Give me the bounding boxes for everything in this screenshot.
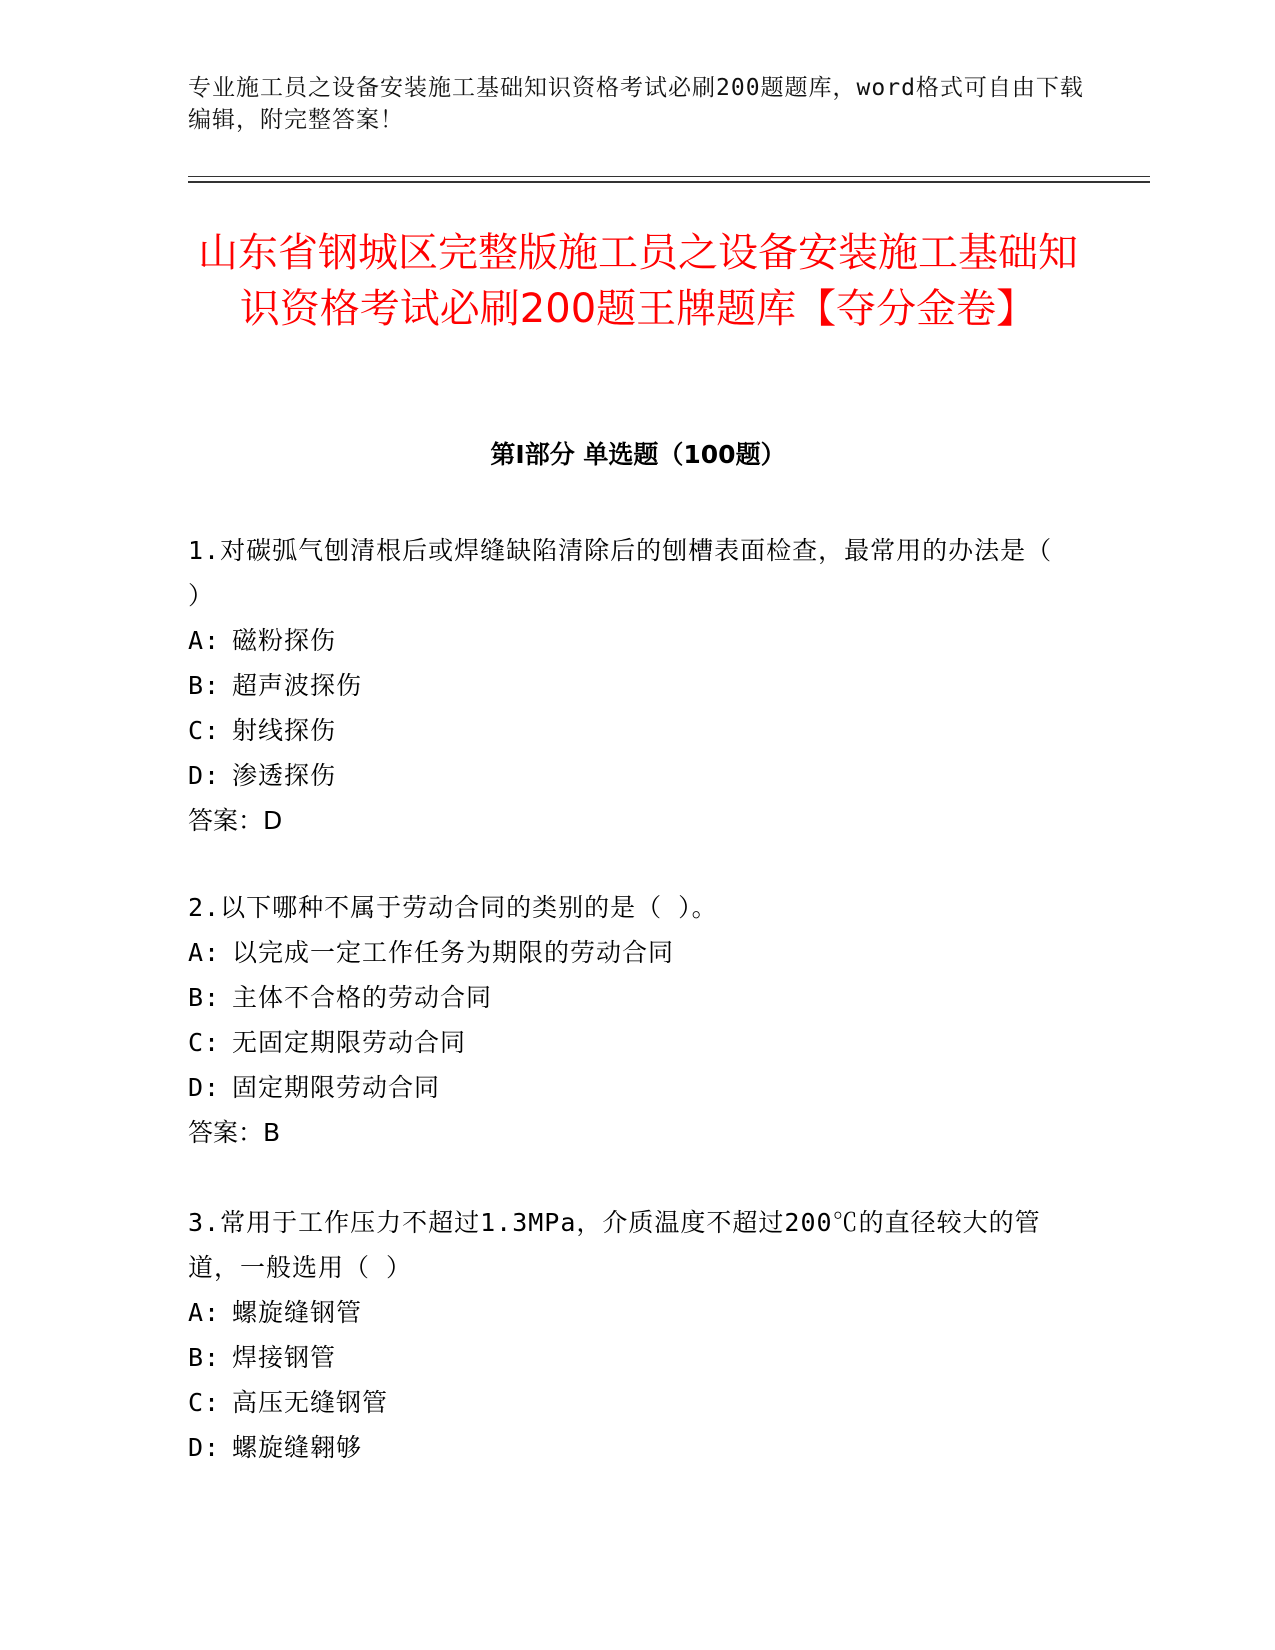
option-letter: D: [188,761,221,790]
header-note: 专业施工员之设备安装施工基础知识资格考试必刷200题题库，word格式可自由下载编辑，附完整答案！ [188,75,1084,133]
header-divider-thick [188,181,1150,183]
option-letter: B: [188,983,221,1012]
question-stem: 1.对碳弧气刨清根后或焊缝缺陷清除后的刨槽表面检查，最常用的办法是（ ） [188,536,1053,610]
option-letter: A: [188,626,221,655]
option-c [188,1020,1058,1065]
option-letter: D: [188,1433,221,1462]
option-text: 以完成一定工作任务为期限的劳动合同 [232,938,675,967]
header-divider-thin [188,176,1150,177]
option-letter: C: [188,716,221,745]
option-text: 焊接钢管 [232,1343,337,1372]
question-2 [188,885,1058,1155]
question-3 [188,1200,1058,1470]
option-c [188,1380,1058,1425]
option-a [188,618,1058,663]
option-a [188,1290,1058,1335]
question-stem: 3.常用于工作压力不超过1.3MPa，介质温度不超过200℃的直径较大的管道，一般选用（ ） [188,1208,1041,1282]
option-letter: C: [188,1028,221,1057]
option-b [188,975,1058,1020]
option-text: 高压无缝钢管 [232,1388,389,1417]
option-a [188,930,1058,975]
document-title: 山东省钢城区完整版施工员之设备安装施工基础知识资格考试必刷200题王牌题库【夺分金卷】 [198,230,1078,332]
section-heading: 第Ⅰ部分 单选题（100题） [490,440,786,469]
option-text: 射线探伤 [232,716,337,745]
option-text: 螺旋缝钢管 [232,1298,363,1327]
option-text: 渗透探伤 [232,761,337,790]
option-text: 固定期限劳动合同 [232,1073,441,1102]
option-text: 螺旋缝翱够 [232,1433,363,1462]
question-answer: 答案：D [188,806,283,835]
option-text: 超声波探伤 [232,671,363,700]
option-letter: A: [188,938,221,967]
option-text: 主体不合格的劳动合同 [232,983,493,1012]
question-answer: 答案：B [188,1118,281,1147]
question-stem: 2.以下哪种不属于劳动合同的类别的是（ ）。 [188,893,718,922]
question-1 [188,528,1058,843]
option-b [188,663,1058,708]
option-d [188,1065,1058,1110]
option-letter: C: [188,1388,221,1417]
option-text: 无固定期限劳动合同 [232,1028,467,1057]
option-letter: B: [188,1343,221,1372]
option-letter: A: [188,1298,221,1327]
option-letter: D: [188,1073,221,1102]
option-d [188,753,1058,798]
option-b [188,1335,1058,1380]
option-d [188,1425,1058,1470]
option-c [188,708,1058,753]
option-text: 磁粉探伤 [232,626,337,655]
option-letter: B: [188,671,221,700]
